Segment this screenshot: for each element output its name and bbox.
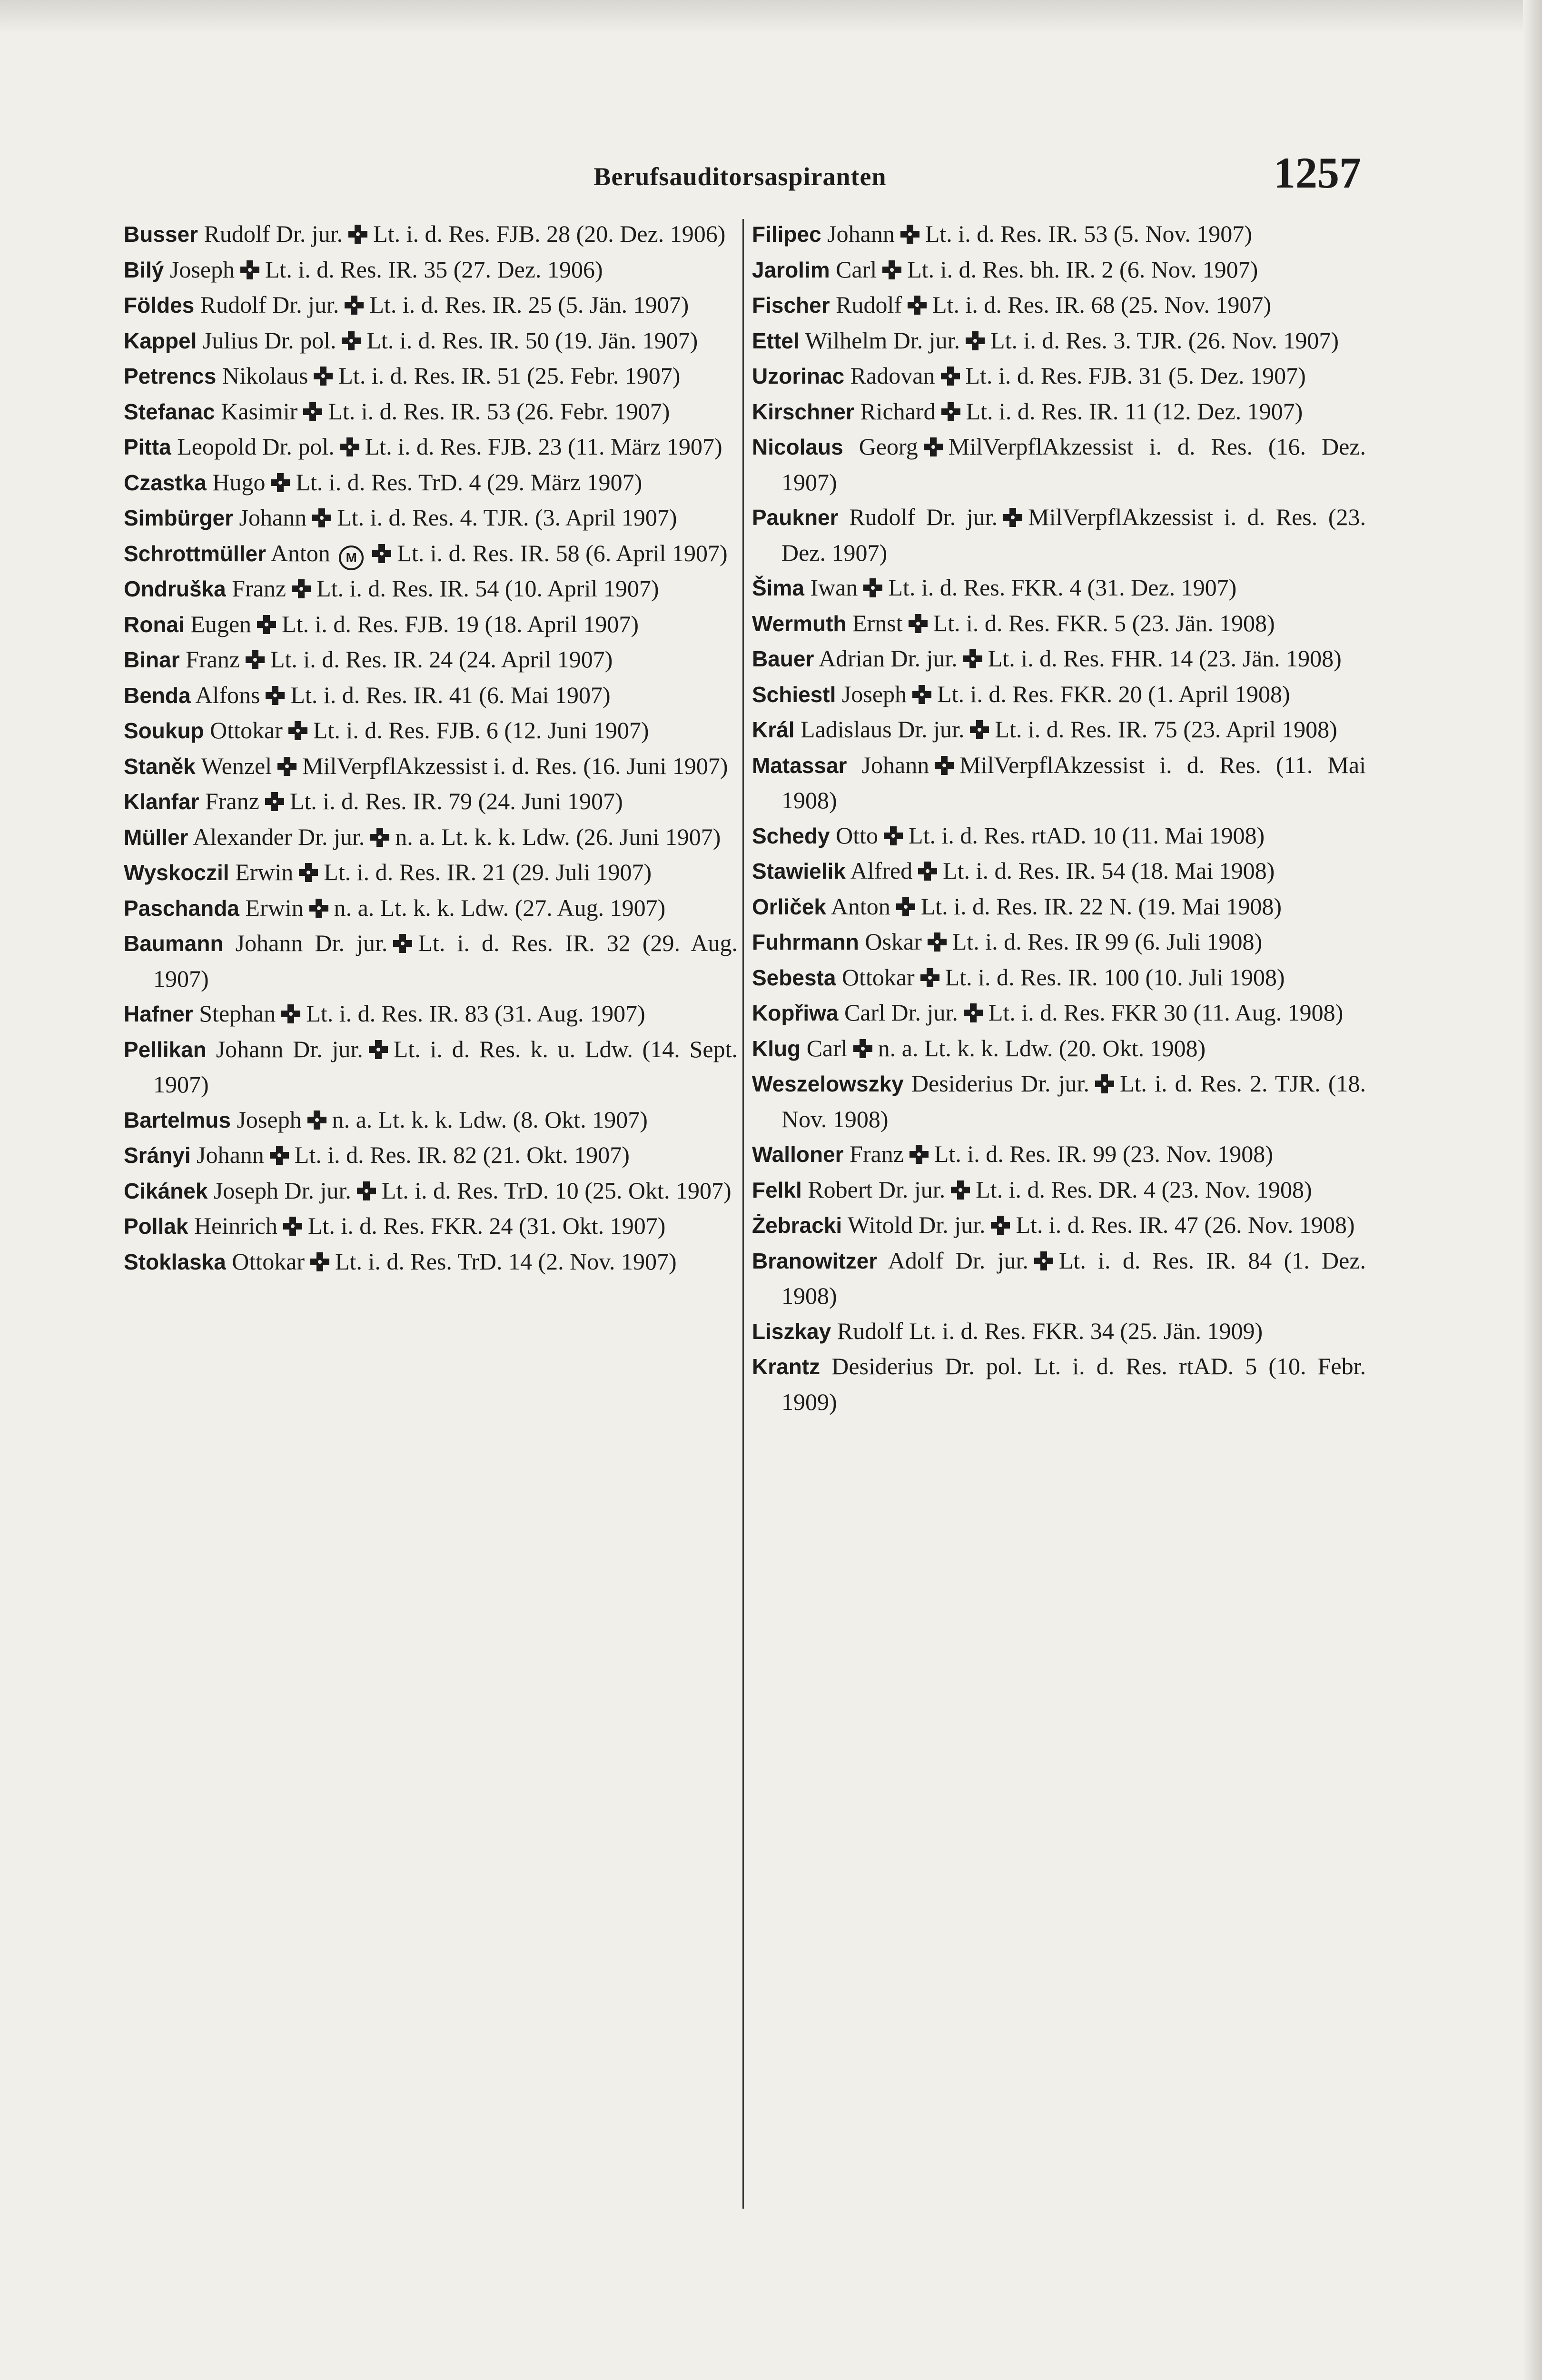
register-entry: [752, 995, 1366, 1031]
entry-rank-date: Lt. i. d. Res. bh. IR. 2 (6. Nov. 1907): [907, 256, 1258, 283]
merit-cross-icon: [281, 1004, 300, 1023]
merit-cross-icon: [265, 792, 284, 811]
register-entry: [124, 252, 738, 288]
register-entry: [752, 570, 1366, 606]
entry-surname: Czastka: [124, 470, 207, 495]
register-entry: [124, 1209, 738, 1244]
merit-cross-icon: [928, 932, 947, 952]
register-entry: [124, 678, 738, 714]
entry-surname: Baumann: [124, 931, 224, 956]
register-entry: [124, 996, 738, 1032]
entry-rank-date: Lt. i. d. Res. IR. 24 (24. April 1907): [270, 646, 613, 673]
merit-cross-icon: [884, 826, 903, 845]
column-divider: [742, 219, 744, 2209]
entry-given-name: Hugo: [212, 468, 266, 496]
entry-given-name: Desiderius Dr. jur.: [911, 1070, 1089, 1097]
register-entry: [124, 358, 738, 394]
entry-given-name: Franz: [205, 788, 259, 814]
register-entry: [752, 1243, 1366, 1314]
entry-rank-date: Lt. i. d. Res. IR. 54 (18. Mai 1908): [943, 857, 1275, 884]
entry-given-name: Heinrich: [194, 1212, 277, 1239]
entry-surname: Šima: [752, 575, 804, 600]
entry-surname: Stefanac: [124, 399, 215, 424]
entry-given-name: Robert Dr. jur.: [808, 1176, 946, 1203]
entry-surname: Hafner: [124, 1002, 193, 1026]
entry-given-name: Erwin: [235, 859, 294, 885]
entry-given-name: Adrian Dr. jur.: [819, 645, 958, 672]
page-header: [119, 143, 1361, 205]
entry-surname: Walloner: [752, 1142, 844, 1167]
register-entry: [752, 500, 1366, 570]
register-entry: [752, 1349, 1366, 1419]
register-entry: [124, 323, 738, 359]
entry-rank-date: Lt. i. d. Res. IR. 53 (26. Febr. 1907): [328, 397, 670, 425]
merit-cross-icon: [909, 614, 928, 633]
entry-surname: Pellikan: [124, 1037, 207, 1062]
merit-cross-icon: [1095, 1074, 1114, 1093]
merit-cross-icon: [1003, 508, 1022, 527]
merit-cross-icon: [277, 757, 297, 776]
merit-cross-icon: [270, 1146, 289, 1165]
register-entry: [124, 288, 738, 323]
entry-surname: Weszelowszky: [752, 1071, 904, 1096]
register-entry: [124, 1173, 738, 1209]
entry-surname: Pollak: [124, 1214, 188, 1239]
entry-surname: Żebracki: [752, 1213, 842, 1238]
merit-cross-icon: [896, 897, 915, 916]
entry-given-name: Johann: [861, 751, 929, 778]
entry-surname: Cikánek: [124, 1178, 208, 1203]
merit-cross-icon: [941, 402, 960, 421]
entry-surname: Nicolaus: [752, 435, 843, 459]
register-entry: [124, 820, 738, 855]
register-entry: [124, 1032, 738, 1102]
entry-given-name: Erwin: [245, 894, 304, 921]
entry-given-name: Stephan: [199, 1000, 276, 1027]
register-entry: [124, 642, 738, 678]
register-entry: [124, 1138, 738, 1173]
merit-cross-icon: [393, 934, 412, 953]
merit-cross-icon: [340, 437, 359, 456]
entry-given-name: Rudolf Dr. jur.: [849, 504, 998, 530]
entry-rank-date: Lt. i. d. Res. FKR. 20 (1. April 1908): [937, 680, 1290, 707]
register-entry: [124, 891, 738, 926]
register-entry: [752, 1066, 1366, 1137]
entry-surname: Ronai: [124, 612, 185, 637]
entry-rank-date: Lt. i. d. Res. 3. TJR. (26. Nov. 1907): [990, 327, 1339, 354]
entry-rank-date: Lt. i. d. Res. FJB. 19 (18. April 1907): [282, 610, 639, 637]
entry-surname: Fuhrmann: [752, 930, 859, 954]
merit-cross-icon: [909, 1145, 929, 1164]
entry-rank-date: Lt. i. d. Res. k. u. Ldw. (14. Sept. 1907): [153, 1035, 738, 1098]
right-column: [752, 217, 1366, 1419]
entry-rank-date: Lt. i. d. Res. IR. 75 (23. April 1908): [995, 716, 1337, 743]
entry-rank-date: Lt. i. d. Res. FHR. 14 (23. Jän. 1908): [988, 645, 1342, 672]
entry-rank-date: Lt. i. d. Res. IR. 25 (5. Jän. 1907): [369, 291, 689, 318]
entry-given-name: Julius Dr. pol.: [202, 327, 336, 354]
merit-cross-icon: [918, 862, 937, 881]
merit-cross-icon: [369, 1040, 388, 1059]
register-entry: [124, 607, 738, 643]
entry-given-name: Franz: [232, 575, 287, 602]
register-entry: [124, 1102, 738, 1138]
entry-given-name: Rudolf Dr. jur.: [200, 291, 339, 318]
entry-rank-date: Lt. i. d. Res. FKR. 24 (31. Okt. 1907): [307, 1212, 666, 1239]
entry-rank-date: Lt. i. d. Res. TrD. 14 (2. Nov. 1907): [335, 1248, 677, 1275]
entry-rank-date: n. a. Lt. k. k. Ldw. (20. Okt. 1908): [878, 1034, 1206, 1061]
entry-given-name: Nikolaus: [222, 362, 308, 389]
entry-surname: Stoklaska: [124, 1249, 226, 1274]
merit-cross-icon: [963, 649, 982, 668]
entry-surname: Felkl: [752, 1177, 802, 1202]
entry-given-name: Richard: [860, 397, 936, 425]
entry-given-name: Franz: [850, 1140, 904, 1167]
entry-rank-date: Lt. i. d. Res. IR. 68 (25. Nov. 1907): [932, 291, 1272, 318]
register-entry: [124, 394, 738, 430]
merit-cross-icon: [283, 1217, 302, 1236]
merit-cross-icon: [920, 968, 939, 987]
entry-surname: Sebesta: [752, 965, 836, 990]
entry-given-name: Witold Dr. jur.: [847, 1211, 986, 1238]
entry-given-name: Johann: [827, 220, 895, 247]
entry-rank-date: Lt. i. d. Res. IR. 58 (6. April 1907): [397, 539, 728, 566]
register-entry: [124, 1244, 738, 1280]
register-entry: [752, 1208, 1366, 1243]
register-entry: [124, 536, 738, 572]
entry-given-name: Desiderius Dr. pol.: [831, 1353, 1023, 1379]
entry-rank-date: Lt. i. d. Res. IR. 79 (24. Juni 1907): [289, 788, 623, 814]
register-entry: [752, 217, 1366, 252]
entry-rank-date: Lt. i. d. Res. FKR 30 (11. Aug. 1908): [988, 999, 1344, 1026]
entry-surname: Müller: [124, 824, 188, 850]
entry-given-name: Joseph: [237, 1106, 302, 1133]
entry-surname: Benda: [124, 683, 191, 708]
merit-cross-icon: [266, 686, 285, 705]
register-entry: [752, 853, 1366, 889]
entry-rank-date: Lt. i. d. Res. rtAD. 5 (10. Febr. 1909): [781, 1353, 1366, 1415]
entry-rank-date: Lt. i. d. Res. FJB. 6 (12. Juni 1907): [313, 717, 649, 744]
register-entry: [752, 818, 1366, 854]
entry-surname: Wyskoczil: [124, 860, 229, 885]
entry-surname: Krantz: [752, 1354, 820, 1379]
entry-surname: Bilý: [124, 257, 164, 282]
entry-surname: Fischer: [752, 293, 830, 317]
register-entry: [124, 926, 738, 996]
entry-given-name: Johann: [197, 1141, 264, 1168]
register-entry: [752, 748, 1366, 818]
entry-surname: Matassar: [752, 753, 847, 778]
register-entry: [124, 749, 738, 784]
merit-cross-icon: [240, 260, 259, 279]
merit-cross-icon: [271, 473, 290, 492]
merit-cross-icon: [299, 863, 318, 882]
entry-rank-date: MilVerpflAkzessist i. d. Res. (16. Dez. 1907): [781, 433, 1366, 496]
register-entry: [752, 641, 1366, 677]
entry-rank-date: Lt. i. d. Res. FJB. 31 (5. Dez. 1907): [965, 362, 1306, 389]
entry-surname: Földes: [124, 293, 195, 317]
merit-cross-icon: [991, 1216, 1010, 1235]
register-entry: [752, 1314, 1366, 1349]
merit-cross-icon: [357, 1181, 376, 1200]
entry-surname: Bartelmus: [124, 1107, 231, 1132]
register-entry: [752, 924, 1366, 960]
register-entry: [752, 1172, 1366, 1208]
merit-cross-icon: [370, 828, 389, 847]
entry-surname: Busser: [124, 222, 198, 247]
entry-given-name: Franz: [186, 646, 240, 673]
entry-surname: Ettel: [752, 328, 800, 353]
entry-given-name: Alfred: [850, 857, 913, 884]
entry-rank-date: MilVerpflAkzessist i. d. Res. (23. Dez. 1907): [781, 504, 1366, 566]
register-entry: [124, 784, 738, 820]
entry-surname: Jarolim: [752, 257, 830, 282]
entry-surname: Schiestl: [752, 682, 836, 707]
register-entry: [752, 1031, 1366, 1067]
entry-given-name: Otto: [836, 822, 879, 849]
register-entry: [752, 606, 1366, 642]
entry-rank-date: Lt. i. d. Res. IR. 54 (10. April 1907): [316, 575, 659, 602]
entry-given-name: Rudolf Dr. jur.: [204, 220, 343, 247]
entry-given-name: Oskar: [865, 928, 922, 955]
entry-given-name: Joseph: [841, 680, 907, 707]
merit-cross-icon: [941, 367, 960, 386]
entry-rank-date: Lt. i. d. Res. IR. 82 (21. Okt. 1907): [294, 1141, 630, 1168]
entry-given-name: Georg: [859, 433, 918, 460]
entry-surname: Soukup: [124, 718, 204, 743]
entry-rank-date: n. a. Lt. k. k. Ldw. (8. Okt. 1907): [332, 1106, 648, 1133]
merit-cross-icon: [342, 331, 361, 350]
entry-given-name: Anton: [270, 539, 330, 566]
entry-rank-date: Lt. i. d. Res. TrD. 4 (29. März 1907): [296, 468, 642, 496]
entry-rank-date: Lt. i. d. Res. DR. 4 (23. Nov. 1908): [976, 1176, 1312, 1203]
merit-cross-icon: [900, 225, 919, 244]
merit-cross-icon: [348, 225, 367, 244]
entry-given-name: Ottokar: [210, 717, 283, 744]
entry-surname: Schrottmüller: [124, 541, 267, 566]
entry-given-name: Wenzel: [201, 752, 272, 779]
merit-cross-icon: [372, 544, 391, 563]
register-entry: [124, 855, 738, 891]
entry-given-name: Eugen: [190, 610, 252, 637]
entry-surname: Klug: [752, 1036, 801, 1061]
entry-rank-date: Lt. i. d. Res. IR. 35 (27. Dez. 1906): [265, 256, 603, 283]
merit-cross-icon: [863, 578, 882, 597]
entry-surname: Ondruška: [124, 576, 226, 601]
entry-surname: Paukner: [752, 505, 839, 530]
entry-given-name: Johann Dr. jur.: [235, 930, 388, 956]
entry-given-name: Ladislaus Dr. jur.: [800, 716, 965, 743]
entry-rank-date: Lt. i. d. Res. IR. 11 (12. Dez. 1907): [966, 397, 1303, 425]
register-entry: [752, 712, 1366, 748]
entry-rank-date: Lt. i. d. Res. FKR. 5 (23. Jän. 1908): [933, 609, 1275, 636]
entry-rank-date: MilVerpflAkzessist i. d. Res. (11. Mai 1908): [781, 751, 1366, 813]
merit-cross-icon: [966, 331, 985, 350]
entry-given-name: Carl: [836, 256, 877, 283]
register-entry: [752, 677, 1366, 713]
entry-given-name: Alfons: [195, 681, 260, 708]
entry-surname: Uzorinac: [752, 364, 845, 388]
running-title: Berufsauditorsaspiranten: [593, 162, 887, 191]
entry-rank-date: Lt. i. d. Res. 2. TJR. (18. Nov. 1908): [781, 1070, 1366, 1132]
entry-rank-date: Lt. i. d. Res. FKR. 4 (31. Dez. 1907): [888, 574, 1237, 601]
entry-rank-date: Lt. i. d. Res. IR. 99 (23. Nov. 1908): [934, 1140, 1273, 1167]
entry-surname: Král: [752, 717, 795, 742]
register-entry: [752, 1137, 1366, 1172]
register-entry: [752, 429, 1366, 500]
entry-given-name: Joseph: [169, 256, 235, 283]
entry-given-name: Kasimir: [221, 397, 298, 425]
register-entry: [752, 358, 1366, 394]
merit-cross-icon: [310, 1252, 329, 1271]
entry-given-name: Joseph Dr. jur.: [213, 1177, 351, 1204]
entry-rank-date: Lt. i. d. Res. IR. 32 (29. Aug. 1907): [153, 930, 738, 992]
merit-cross-icon: [309, 899, 328, 918]
register-entry: [752, 288, 1366, 323]
entry-surname: Binar: [124, 647, 180, 672]
register-entry: [124, 465, 738, 501]
entry-rank-date: Lt. i. d. Res. IR. 41 (6. Mai 1907): [290, 681, 611, 708]
entry-given-name: Iwan: [810, 574, 858, 601]
merit-cross-icon: [303, 402, 322, 421]
entry-rank-date: Lt. i. d. Res. IR. 47 (26. Nov. 1908): [1016, 1211, 1355, 1238]
entry-given-name: Anton: [830, 892, 890, 920]
entry-given-name: Ottokar: [232, 1248, 305, 1275]
merit-cross-icon: [312, 508, 331, 527]
register-entry: [752, 960, 1366, 996]
register-entry: [124, 713, 738, 749]
merit-cross-icon: [314, 367, 333, 386]
entry-surname: Simbürger: [124, 506, 234, 530]
entry-surname: Filipec: [752, 222, 821, 247]
merit-cross-icon: [964, 1003, 983, 1022]
entry-surname: Kopřiwa: [752, 1001, 839, 1025]
page-shadow-right: [1523, 0, 1542, 2380]
entry-surname: Branowitzer: [752, 1248, 878, 1273]
merit-cross-icon: [246, 650, 265, 669]
entry-given-name: Adolf Dr. jur.: [888, 1247, 1028, 1274]
register-entry: [124, 217, 738, 252]
entry-rank-date: Lt. i. d. Res. IR. 53 (5. Nov. 1907): [925, 220, 1252, 247]
entry-rank-date: Lt. i. d. Res. FJB. 23 (11. März 1907): [365, 433, 722, 460]
register-entry: [752, 889, 1366, 925]
entry-surname: Liszkay: [752, 1319, 831, 1344]
entry-surname: Pitta: [124, 435, 171, 459]
entry-surname: Orliček: [752, 894, 826, 919]
merit-cross-icon: [912, 685, 931, 704]
entry-given-name: Ernst: [852, 609, 903, 636]
entry-given-name: Leopold Dr. pol.: [177, 433, 335, 460]
entry-rank-date: Lt. i. d. Res. IR. 100 (10. Juli 1908): [945, 963, 1285, 991]
medal-icon: M: [339, 545, 364, 570]
merit-cross-icon: [924, 437, 943, 456]
register-entry: [124, 571, 738, 607]
entry-surname: Schedy: [752, 823, 830, 848]
left-column: [124, 217, 738, 1279]
entry-rank-date: Lt. i. d. Res. IR. 51 (25. Febr. 1907): [338, 362, 681, 389]
entry-given-name: Johann: [239, 504, 307, 531]
register-entry: [124, 429, 738, 465]
entry-rank-date: Lt. i. d. Res. TrD. 10 (25. Okt. 1907): [381, 1177, 731, 1204]
merit-cross-icon: [345, 296, 364, 315]
merit-cross-icon: [853, 1039, 872, 1058]
entry-surname: Wermuth: [752, 611, 847, 636]
entry-rank-date: n. a. Lt. k. k. Ldw. (26. Juni 1907): [395, 823, 721, 850]
entry-surname: Staněk: [124, 754, 196, 779]
entry-rank-date: Lt. i. d. Res. IR. 21 (29. Juli 1907): [324, 859, 652, 885]
entry-given-name: Alexander Dr. jur.: [193, 823, 365, 850]
register-entry: [752, 323, 1366, 359]
entry-rank-date: Lt. i. d. Res. IR. 83 (31. Aug. 1907): [306, 1000, 645, 1027]
merit-cross-icon: [257, 615, 276, 634]
entry-rank-date: Lt. i. d. Res. 4. TJR. (3. April 1907): [337, 504, 677, 531]
merit-cross-icon: [935, 756, 954, 775]
merit-cross-icon: [908, 296, 927, 315]
entry-given-name: Radovan: [850, 362, 935, 389]
entry-given-name: Carl: [806, 1034, 848, 1061]
merit-cross-icon: [882, 260, 901, 279]
register-entry: [752, 252, 1366, 288]
entry-given-name: Carl Dr. jur.: [844, 999, 958, 1026]
merit-cross-icon: [951, 1180, 970, 1200]
entry-rank-date: Lt. i. d. Res. IR. 22 N. (19. Mai 1908): [920, 892, 1282, 920]
entry-surname: Stawielik: [752, 859, 846, 883]
entry-rank-date: n. a. Lt. k. k. Ldw. (27. Aug. 1907): [334, 894, 666, 921]
entry-given-name: Ottokar: [841, 963, 915, 991]
entry-given-name: Johann Dr. jur.: [216, 1035, 363, 1062]
entry-surname: Bauer: [752, 646, 814, 671]
entry-rank-date: MilVerpflAkzessist i. d. Res. (16. Juni 1907): [302, 752, 728, 779]
register-entry: [752, 394, 1366, 430]
entry-rank-date: Lt. i. d. Res. IR 99 (6. Juli 1908): [952, 928, 1263, 955]
entry-given-name: Wilhelm Dr. jur.: [805, 327, 960, 354]
entry-rank-date: Lt. i. d. Res. IR. 84 (1. Dez. 1908): [781, 1247, 1366, 1309]
page-shadow-top: [0, 0, 1542, 33]
entry-surname: Srányi: [124, 1143, 191, 1168]
merit-cross-icon: [1034, 1251, 1053, 1270]
entry-surname: Paschanda: [124, 895, 239, 921]
entry-rank-date: Lt. i. d. Res. rtAD. 10 (11. Mai 1908): [909, 822, 1265, 849]
entry-surname: Klanfar: [124, 789, 199, 814]
entry-rank-date: Lt. i. d. Res. IR. 50 (19. Jän. 1907): [366, 327, 698, 354]
register-entry: [124, 500, 738, 536]
entry-rank-date: Lt. i. d. Res. FJB. 28 (20. Dez. 1906): [373, 220, 726, 247]
merit-cross-icon: [970, 720, 989, 739]
entry-surname: Kappel: [124, 328, 197, 353]
entry-rank-date: Lt. i. d. Res. FKR. 34 (25. Jän. 1909): [909, 1317, 1263, 1344]
entry-given-name: Rudolf: [837, 1317, 903, 1344]
entry-surname: Kirschner: [752, 399, 854, 424]
register-columns: [119, 217, 1366, 2263]
merit-cross-icon: [288, 721, 307, 740]
entry-surname: Petrencs: [124, 364, 217, 388]
entry-given-name: Rudolf: [836, 291, 902, 318]
merit-cross-icon: [307, 1111, 326, 1130]
merit-cross-icon: [292, 579, 311, 598]
page-number: 1257: [1274, 149, 1361, 197]
